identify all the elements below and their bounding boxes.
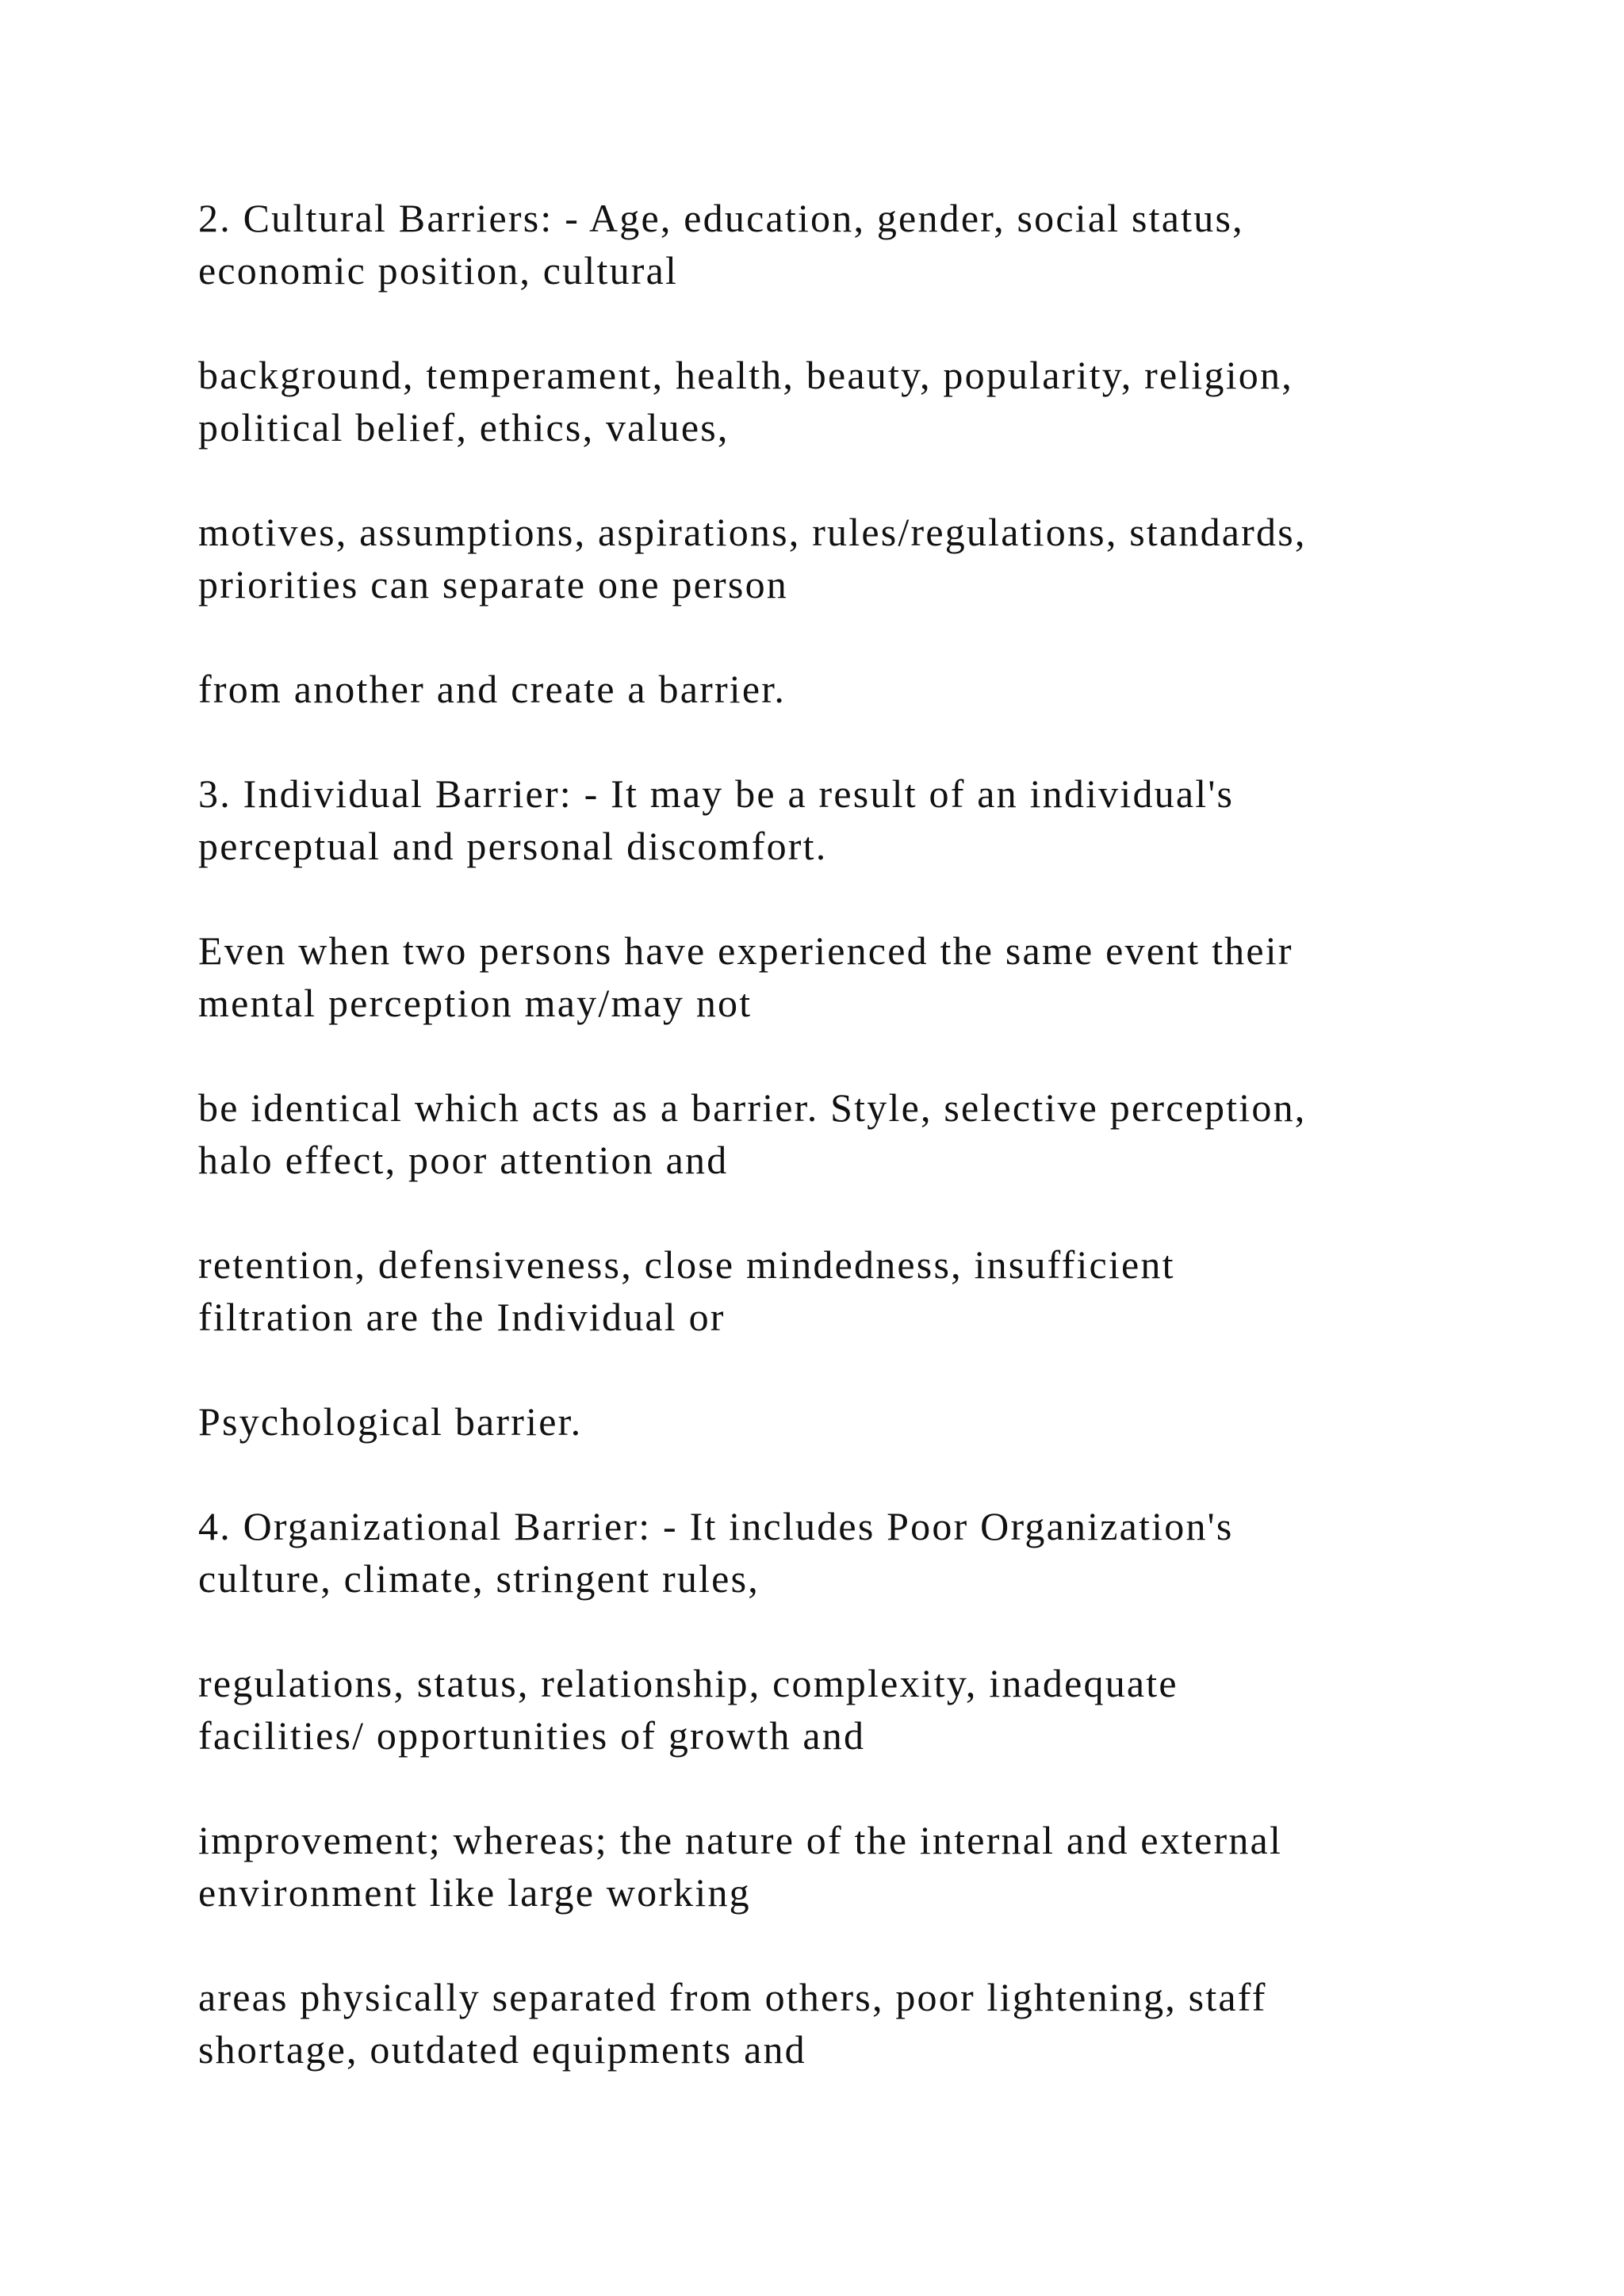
paragraph	[198, 1500, 1435, 1605]
paragraph	[198, 924, 1435, 1029]
text-line: improvement; whereas; the nature of the internal and external	[198, 1818, 1283, 1862]
text-line: areas physically separated from others, poor lightening, staff	[198, 1975, 1267, 2019]
paragraph	[198, 192, 1435, 297]
text-line: political belief, ethics, values,	[198, 405, 730, 450]
paragraph	[198, 1814, 1435, 1919]
text-line: facilities/ opportunities of growth and	[198, 1713, 866, 1758]
paragraph	[198, 1081, 1435, 1186]
paragraph	[198, 506, 1435, 610]
paragraph	[198, 1971, 1435, 2076]
text-line: environment like large working	[198, 1870, 751, 1915]
text-line: retention, defensiveness, close mindedness, insufficient	[198, 1242, 1175, 1287]
text-line: perceptual and personal discomfort.	[198, 824, 828, 868]
text-line: culture, climate, stringent rules,	[198, 1556, 760, 1601]
text-line: Even when two persons have experienced the same event their	[198, 928, 1293, 973]
text-line: background, temperament, health, beauty, popularity, religion,	[198, 353, 1293, 397]
document-body	[198, 192, 1435, 2128]
text-line: Psychological barrier.	[198, 1399, 583, 1444]
text-line: 3. Individual Barrier: - It may be a result of an individual's	[198, 771, 1235, 816]
text-line: filtration are the Individual or	[198, 1295, 726, 1339]
text-line: halo effect, poor attention and	[198, 1138, 729, 1182]
paragraph	[198, 767, 1435, 872]
text-line: regulations, status, relationship, complexity, inadequate	[198, 1661, 1178, 1705]
paragraph	[198, 1238, 1435, 1343]
text-line: 4. Organizational Barrier: - It includes Poor Organization's	[198, 1504, 1234, 1548]
text-line: motives, assumptions, aspirations, rules/regulations, standards,	[198, 510, 1307, 554]
paragraph	[198, 663, 1435, 715]
text-line: shortage, outdated equipments and	[198, 2027, 806, 2072]
text-line: priorities can separate one person	[198, 562, 788, 607]
text-line: from another and create a barrier.	[198, 667, 787, 711]
text-line: 2. Cultural Barriers: - Age, education, gender, social status,	[198, 196, 1244, 240]
text-line: be identical which acts as a barrier. Style, selective perception,	[198, 1085, 1307, 1130]
text-line: economic position, cultural	[198, 248, 679, 293]
paragraph	[198, 1395, 1435, 1448]
paragraph	[198, 1657, 1435, 1762]
paragraph	[198, 349, 1435, 453]
text-line: mental perception may/may not	[198, 981, 753, 1025]
